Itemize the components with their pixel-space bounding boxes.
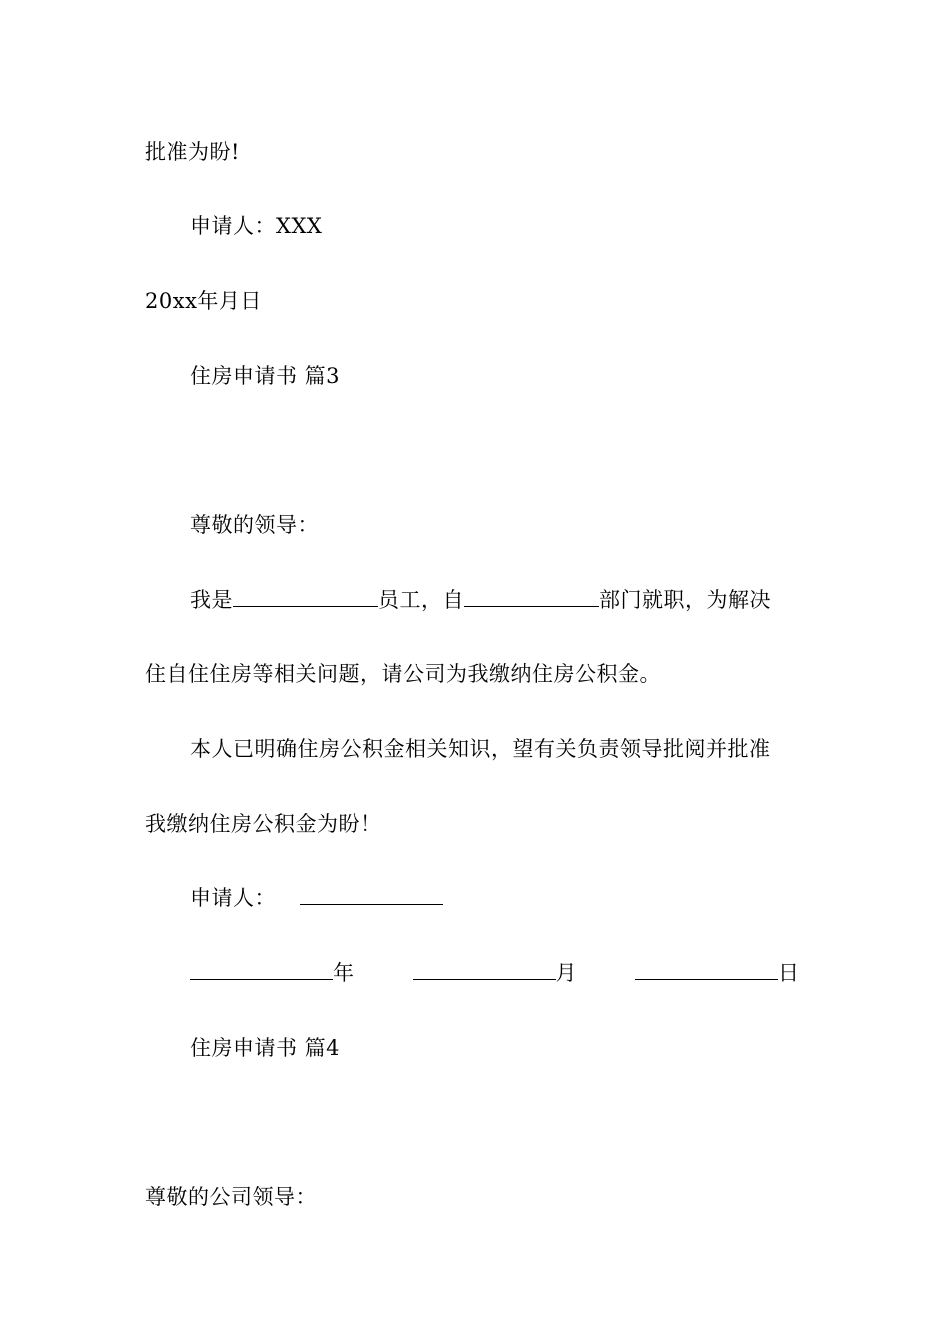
text-line-employee: [190, 586, 771, 614]
text-line-applicant: 申请人：XXX: [190, 214, 323, 238]
text-line-date-blanks: [190, 959, 800, 987]
blank-year-field: [190, 959, 333, 980]
blank-department-field: [464, 586, 599, 607]
blank-month-field: [413, 959, 556, 980]
text-segment: 员工，自: [378, 588, 464, 612]
text-line-date: 20xx年月日: [145, 289, 262, 313]
text-segment: 部门就职，为解决: [599, 588, 771, 612]
text-segment: 日: [778, 961, 800, 985]
text-segment: 年: [333, 961, 355, 985]
text-line-hope: 我缴纳住房公积金为盼！: [145, 812, 382, 836]
section-heading-4: 住房申请书 篇4: [190, 1036, 341, 1060]
blank-applicant-field: [300, 884, 443, 905]
section-heading-3: 住房申请书 篇3: [190, 364, 341, 388]
blank-employee-field: [233, 586, 378, 607]
text-segment: 我是: [190, 588, 233, 612]
text-line-knowledge: 本人已明确住房公积金相关知识，望有关负责领导批阅并批准: [190, 737, 771, 761]
text-line-request: 住自住住房等相关问题，请公司为我缴纳住房公积金。: [145, 662, 661, 686]
text-segment: 月: [555, 961, 577, 985]
blank-day-field: [635, 959, 778, 980]
salutation-leader: 尊敬的领导：: [190, 513, 319, 537]
salutation-company-leader: 尊敬的公司领导：: [145, 1185, 317, 1209]
text-segment: 申请人：: [190, 886, 276, 910]
text-line-applicant-blank: [190, 884, 443, 912]
text-line-approval: 批准为盼!: [145, 140, 240, 164]
